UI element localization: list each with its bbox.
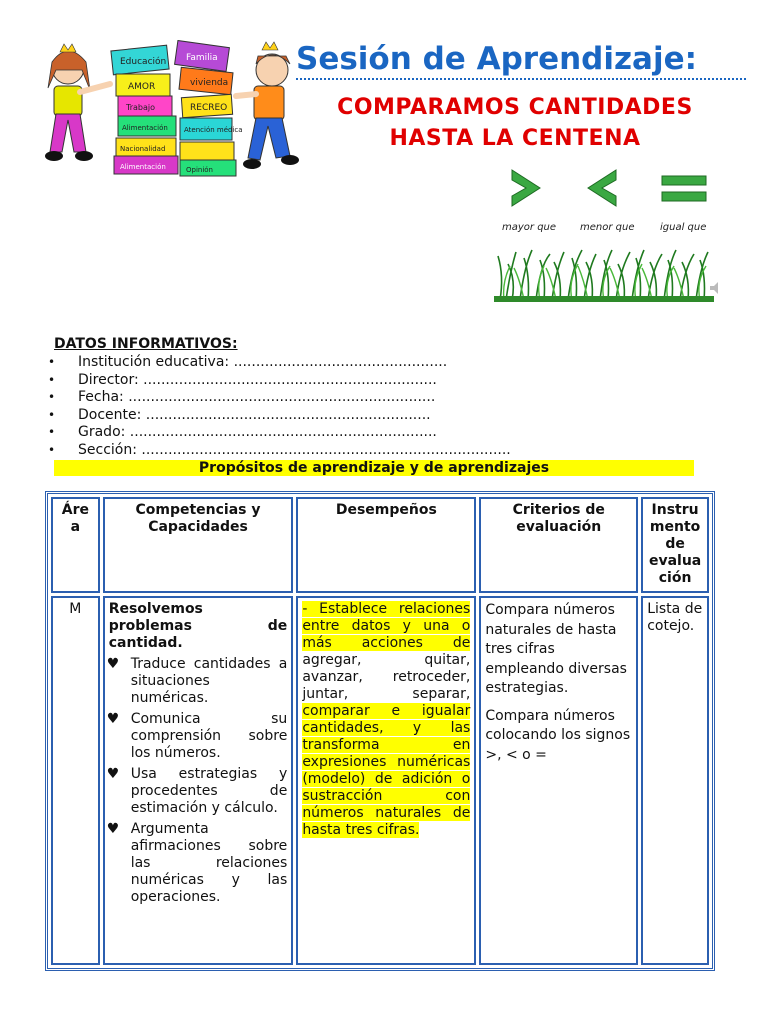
capacidad-item: ♥ Argumenta afirmaciones sobre las relaciones numéricas y las operaciones. xyxy=(131,821,288,906)
capacidad-item: ♥ Comunica su comprensión sobre los números. xyxy=(131,711,288,762)
page-title: Sesión de Aprendizaje: xyxy=(296,40,746,80)
cell-area: M xyxy=(51,596,100,965)
table-row xyxy=(51,596,709,965)
capacidades-list xyxy=(109,656,288,906)
desempeno-highlight-1: - Establece relaciones entre datos y una o más acciones de xyxy=(302,601,471,651)
header-area: Áre a xyxy=(51,497,100,593)
header-instrumento: Instru mento de evalua ción xyxy=(641,497,709,593)
svg-text:Opinión: Opinión xyxy=(186,166,213,174)
datos-informativos xyxy=(54,336,714,460)
girl-figure xyxy=(45,44,110,161)
learning-table xyxy=(45,491,715,971)
svg-text:Nacionalidad: Nacionalidad xyxy=(120,145,166,153)
subtitle-line-1: COMPARAMOS CANTIDADES xyxy=(337,95,693,120)
grass-illustration xyxy=(494,246,726,302)
table-header-row xyxy=(51,497,709,593)
svg-text:Familia: Familia xyxy=(186,53,218,63)
criterio-item: Compara números colocando los signos >, < o = xyxy=(485,707,631,763)
datos-item-seccion: • Sección: ................................................................................... xyxy=(78,442,714,460)
capacidad-item: ♥ Traduce cantidades a situaciones numéricas. xyxy=(131,656,288,707)
boy-figure xyxy=(236,42,299,169)
symbol-label-2: igual que xyxy=(660,222,707,233)
boxes-stack xyxy=(111,40,243,176)
svg-text:Educación: Educación xyxy=(120,57,167,67)
criterio-item: Compara números naturales de hasta tres cifras empleando diversas estrategias. xyxy=(485,602,627,696)
header-competencias: Competencias y Capacidades xyxy=(103,497,294,593)
cell-criterios xyxy=(479,596,638,965)
symbol-label-0: mayor que xyxy=(502,222,557,233)
header-desempenos: Desempeños xyxy=(296,497,476,593)
datos-item-docente: • Docente: ................................................................ xyxy=(78,407,714,425)
less-than-icon xyxy=(588,170,616,206)
datos-item-institucion: • Institución educativa: ................................................ xyxy=(78,354,714,372)
desempeno-highlight-2: comparar e igualar cantidades, y las transforma en expresiones numéricas (modelo) de adición o sustracción con números naturales de hasta tres cifras. xyxy=(302,703,471,838)
svg-text:RECREO: RECREO xyxy=(190,103,228,113)
desempeno-plain: agregar, quitar, avanzar, retroceder, juntar, separar, xyxy=(302,652,471,702)
comparison-symbols xyxy=(496,162,726,240)
session-subtitle xyxy=(300,92,730,154)
competencia-title: Resolvemos problemas de cantidad. xyxy=(108,601,288,651)
cell-competencias xyxy=(103,596,294,965)
greater-than-icon xyxy=(512,170,540,206)
svg-text:Atención médica: Atención médica xyxy=(184,126,243,134)
speaker-icon xyxy=(710,282,718,294)
equal-sign-icon xyxy=(662,176,706,201)
cell-desempeno xyxy=(296,596,476,965)
svg-text:Alimentación: Alimentación xyxy=(122,124,168,132)
capacidad-item: ♥ Usa estrategias y procedentes de estimación y cálculo. xyxy=(131,766,288,817)
svg-text:Trabajo: Trabajo xyxy=(126,103,155,112)
propositos-heading: Propósitos de aprendizaje y de aprendizajes xyxy=(54,460,694,476)
cell-instrumento: Lista de cotejo. xyxy=(641,596,709,965)
svg-text:vivienda: vivienda xyxy=(190,78,229,88)
svg-text:Alimentación: Alimentación xyxy=(120,163,166,171)
datos-list xyxy=(54,354,714,460)
header-criterios: Criterios de evaluación xyxy=(479,497,638,593)
datos-item-director: • Director: .................................................................. xyxy=(78,372,714,390)
children-with-rights-boxes-illustration xyxy=(40,40,310,180)
subtitle-line-2: HASTA LA CENTENA xyxy=(389,126,641,151)
datos-item-fecha: • Fecha: ..................................................................... xyxy=(78,389,714,407)
datos-item-grado: • Grado: ..................................................................... xyxy=(78,424,714,442)
symbol-label-1: menor que xyxy=(580,222,635,233)
datos-heading: DATOS INFORMATIVOS: xyxy=(54,336,238,352)
svg-text:AMOR: AMOR xyxy=(128,82,156,92)
